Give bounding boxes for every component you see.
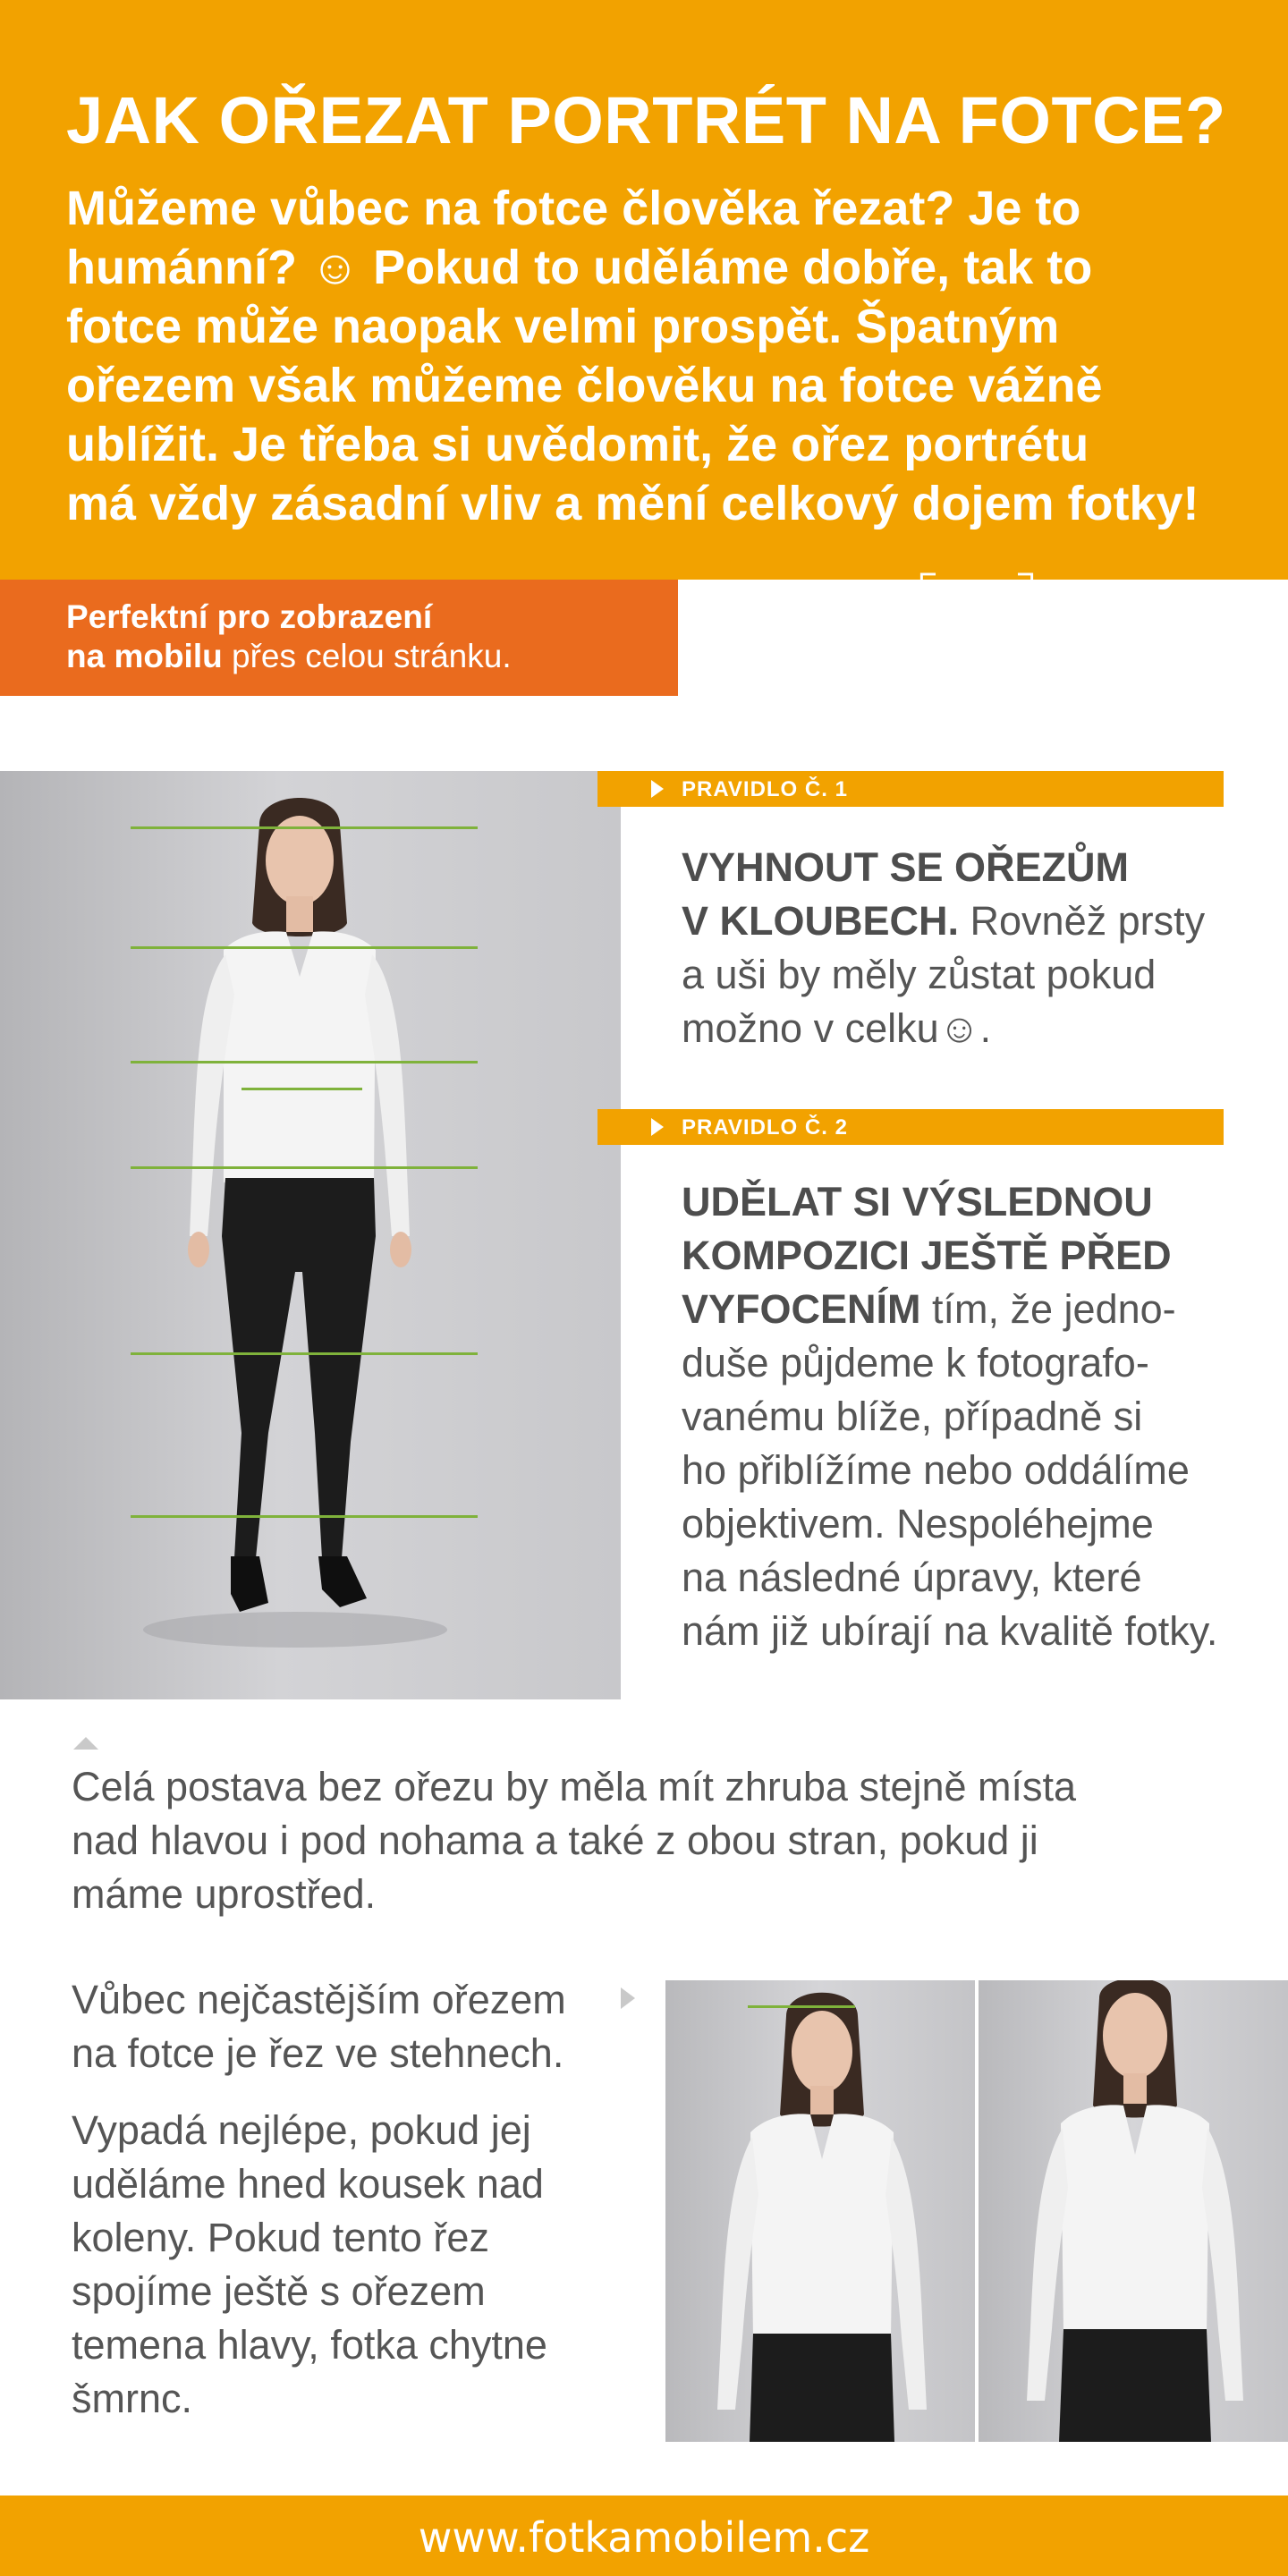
play-arrow-icon — [651, 780, 664, 798]
thigh-crop-photo-guide — [665, 1980, 975, 2442]
lead-line: má vždy zásadní vliv a mění celkový dojem fotky! — [66, 477, 1199, 530]
rule-2-bold-line: UDĚLAT SI VÝSLEDNOU — [682, 1179, 1153, 1224]
up-arrow-icon — [73, 1737, 98, 1750]
rule-1-bold-line: VYHNOUT SE OŘEZŮM — [682, 844, 1130, 890]
rule-1-text — [682, 841, 1254, 1055]
woman-cropped-illustration — [979, 1980, 1288, 2442]
rule-2-bold-line: KOMPOZICI JEŠTĚ PŘED — [682, 1233, 1172, 1278]
thigh-intro-line: Vůbec nejčastějším ořezem — [72, 1977, 566, 2022]
footer-url[interactable]: www.fotkamobilem.cz — [418, 2513, 870, 2562]
crop-guide-line — [131, 826, 478, 829]
mobile-badge-text — [66, 597, 692, 676]
lead-line: fotce může naopak velmi prospět. Špatným — [66, 300, 1060, 353]
crop-guide-line — [131, 1352, 478, 1355]
woman-full-figure-illustration — [0, 771, 621, 1699]
rule-1-line: možno v celku☺. — [682, 1005, 992, 1051]
crop-guide-line — [748, 2005, 855, 2008]
rule-1-inline: Rovněž prsty — [959, 898, 1206, 944]
woman-thigh-crop-illustration — [665, 1980, 975, 2442]
rule-2-header — [597, 1109, 1224, 1145]
brand-logo — [919, 572, 1215, 653]
rule-2-line: objektivem. Nespoléhejme — [682, 1501, 1154, 1546]
logo-part-1: fotka — [928, 589, 1029, 634]
thigh-intro-line: na fotce je řez ve stehnech. — [72, 2030, 564, 2076]
crop-guide-line — [131, 1515, 478, 1518]
rule-1-bold-line: V KLOUBECH. — [682, 898, 960, 944]
thigh-crop-detail — [72, 2104, 626, 2426]
rule-2-bold-line: VYFOCENÍM — [682, 1286, 921, 1332]
lead-line: ořezem však můžeme člověku na fotce vážně — [66, 359, 1103, 412]
badge-line-2-rest: přes celou stránku. — [222, 638, 512, 674]
note-line: Celá postava bez ořezu by měla mít zhruba stejně místa — [72, 1764, 1077, 1809]
footer-bar — [0, 2496, 1288, 2576]
thigh-detail-line: spojíme ještě s ořezem — [72, 2268, 486, 2314]
crop-guide-line — [242, 1088, 362, 1090]
crop-guide-line — [131, 1061, 478, 1063]
thigh-crop-intro — [72, 1973, 626, 2080]
full-figure-photo — [0, 771, 621, 1699]
rule-2-line: duše půjdeme k fotografo- — [682, 1340, 1149, 1385]
lead-line: humánní? ☺ Pokud to uděláme dobře, tak to — [66, 241, 1093, 294]
rule-2-line: vanému blíže, případně si — [682, 1394, 1143, 1439]
rule-1-label: PRAVIDLO Č. 1 — [682, 777, 848, 801]
note-line: nad hlavou i pod nohama a také z obou stran, pokud ji — [72, 1818, 1038, 1863]
play-arrow-icon — [651, 1118, 664, 1136]
lead-line: ublížit. Je třeba si uvědomit, že ořez portrétu — [66, 418, 1089, 471]
thigh-detail-line: šmrnc. — [72, 2376, 192, 2421]
badge-line-1: Perfektní pro zobrazení — [66, 598, 433, 635]
full-figure-note — [72, 1760, 1252, 1921]
lead-line: Můžeme vůbec na fotce člověka řezat? Je to — [66, 182, 1081, 235]
logo-wordmark — [928, 589, 1199, 634]
thigh-crop-photo-result — [979, 1980, 1288, 2442]
thigh-detail-line: uděláme hned kousek nad — [72, 2161, 544, 2207]
rule-1-header — [597, 771, 1224, 807]
rule-1-line: a uši by měly zůstat pokud — [682, 952, 1157, 997]
rule-2-line: ho přiblížíme nebo oddálíme — [682, 1447, 1190, 1493]
thigh-detail-line: koleny. Pokud tento řez — [72, 2215, 489, 2260]
rule-2-text — [682, 1175, 1254, 1658]
right-arrow-icon — [621, 1987, 635, 2009]
rule-2-line: nám již ubírají na kvalitě fotky. — [682, 1608, 1218, 1654]
logo-part-2: mobilem — [1028, 589, 1200, 634]
note-line: máme uprostřed. — [72, 1871, 377, 1917]
thigh-detail-line: temena hlavy, fotka chytne — [72, 2322, 547, 2368]
badge-line-2-bold: na mobilu — [66, 638, 223, 674]
rule-2-line: na následné úpravy, které — [682, 1555, 1142, 1600]
crop-guide-line — [131, 946, 478, 949]
rule-2-label: PRAVIDLO Č. 2 — [682, 1115, 848, 1140]
page-title: JAK OŘEZAT PORTRÉT NA FOTCE? — [66, 83, 1226, 157]
crop-guide-line — [131, 1166, 478, 1169]
rule-2-inline: tím, že jedno- — [920, 1286, 1176, 1332]
lead-paragraph — [66, 179, 1256, 533]
thigh-detail-line: Vypadá nejlépe, pokud jej — [72, 2107, 531, 2153]
